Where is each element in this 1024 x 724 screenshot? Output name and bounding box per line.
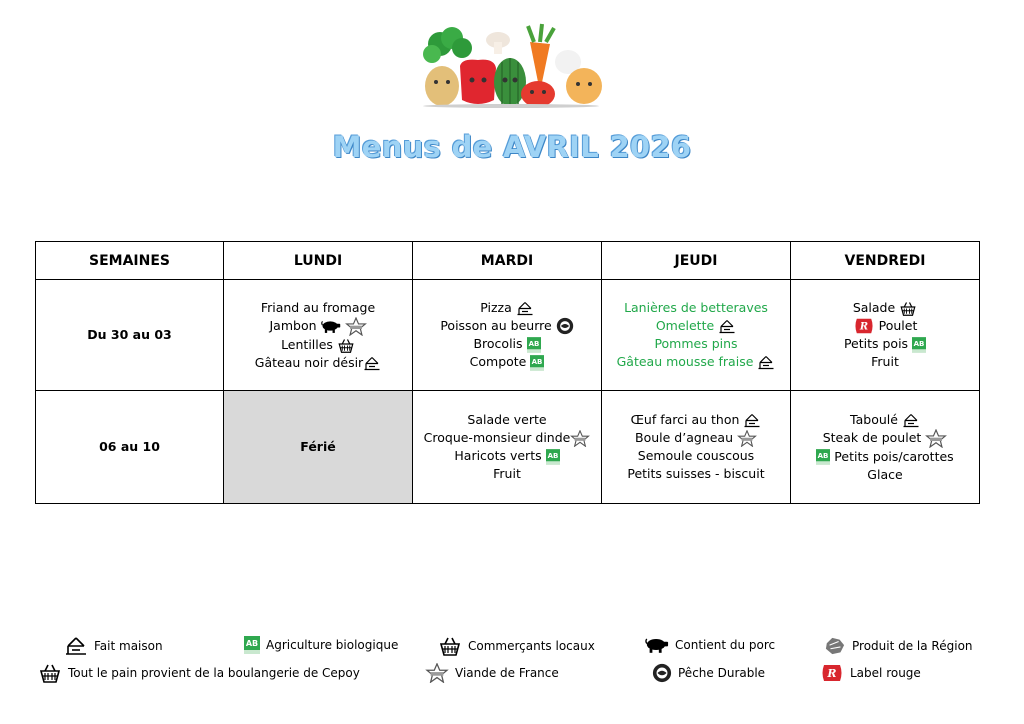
dish-item: Gâteau mousse fraise: [602, 353, 790, 371]
legend-item-fait-maison: [64, 636, 163, 656]
label-rouge-icon: [853, 317, 875, 335]
legend-label: Contient du porc: [675, 637, 776, 652]
header-semaines: SEMAINES: [36, 242, 224, 280]
dish-item: Poisson au beurre: [413, 317, 601, 336]
dish-item: Pommes pins: [654, 336, 738, 351]
dish-item: Fruit: [871, 354, 899, 370]
page-title: Menus de AVRIL 2026: [332, 130, 692, 164]
table-row: [36, 391, 980, 504]
ab-icon: [527, 337, 541, 353]
dish-item: Jambon: [224, 317, 412, 336]
fait-maison-icon: [64, 636, 88, 656]
viande-france-icon: [345, 317, 367, 336]
legend-item-pain: [38, 663, 360, 683]
day-cell-vendredi: [791, 280, 980, 391]
dish-item: Fruit: [493, 466, 521, 481]
dish-item: Lentilles: [224, 336, 412, 354]
dish-item: Omelette: [602, 317, 790, 335]
legend-item-commercants: [438, 636, 595, 656]
fait-maison-icon: [363, 356, 381, 371]
dish-item: Haricots verts: [413, 447, 601, 465]
dish-item: Taboulé: [791, 411, 979, 429]
dish-item: Croque-monsieur dinde: [413, 429, 601, 447]
dish-item: Boule d’agneau: [602, 429, 790, 447]
dish-item: Steak de poulet: [791, 429, 979, 448]
basket-icon: [899, 301, 917, 316]
menu-table: [35, 241, 980, 504]
dish-item: Gâteau noir désir: [224, 354, 412, 372]
day-cell-jeudi: [602, 280, 791, 391]
peche-durable-icon: [556, 317, 574, 335]
legend-item-region: [824, 636, 973, 656]
dish-item: Salade: [791, 299, 979, 317]
basket-icon: [38, 663, 62, 683]
header-vendredi: VENDREDI: [791, 242, 980, 280]
viande-france-icon: [570, 430, 590, 447]
dish-item: Petits pois/carottes: [791, 448, 979, 466]
legend: [0, 630, 1024, 700]
header-lundi: LUNDI: [224, 242, 413, 280]
dish-item: Salade verte: [467, 412, 547, 427]
basket-icon: [438, 636, 462, 656]
ab-icon: [912, 337, 926, 353]
legend-label: Tout le pain provient de la boulangerie de Cepoy: [68, 666, 360, 680]
ab-icon: [546, 449, 560, 465]
ab-icon: [816, 449, 830, 465]
region-icon: [824, 636, 846, 656]
viande-france-icon: [925, 429, 947, 448]
header-mardi: MARDI: [413, 242, 602, 280]
viande-france-icon: [425, 663, 449, 683]
fait-maison-icon: [516, 301, 534, 316]
dish-item: Pizza: [413, 299, 601, 317]
dish-item: Brocolis: [413, 335, 601, 353]
dish-item: Glace: [867, 466, 903, 482]
dish-item: Œuf farci au thon: [602, 411, 790, 429]
week-label: 06 au 10: [36, 391, 224, 504]
legend-label: Agriculture biologique: [266, 638, 399, 652]
ab-icon: [244, 636, 260, 654]
table-header-row: [36, 242, 980, 280]
day-cell-jeudi: [602, 391, 791, 504]
ferie-cell: Férié: [224, 391, 413, 504]
legend-item-porc: [645, 636, 775, 653]
legend-item-viande-france: [425, 663, 559, 683]
header-jeudi: JEUDI: [602, 242, 791, 280]
day-cell-mardi: [413, 280, 602, 391]
legend-label: Pêche Durable: [678, 666, 766, 680]
legend-item-label-rouge: [820, 663, 921, 683]
vegetables-illustration: [418, 22, 604, 108]
fait-maison-icon: [757, 355, 775, 370]
legend-label: Commerçants locaux: [468, 639, 595, 653]
label-rouge-icon: [820, 663, 844, 683]
dish-item: Petits suisses - biscuit: [627, 466, 765, 481]
viande-france-icon: [737, 430, 757, 447]
pig-icon: [645, 636, 669, 653]
dish-item: Compote: [413, 353, 601, 371]
fait-maison-icon: [902, 413, 920, 428]
legend-item-bio: [244, 636, 398, 654]
legend-item-peche: [652, 663, 765, 683]
legend-label: Viande de France: [455, 666, 559, 680]
day-cell-vendredi: [791, 391, 980, 504]
dish-item: Friand au fromage: [260, 299, 376, 315]
legend-label: Fait maison: [94, 639, 163, 653]
fait-maison-icon: [718, 319, 736, 334]
legend-label: Label rouge: [850, 666, 921, 680]
dish-item: Poulet: [791, 317, 979, 336]
pig-icon: [321, 319, 341, 333]
dish-item: Semoule couscous: [637, 448, 755, 463]
ab-icon: [530, 355, 544, 371]
dish-item: Lanières de betteraves: [624, 300, 768, 315]
legend-label: Produit de la Région: [852, 639, 973, 653]
basket-icon: [337, 338, 355, 353]
fait-maison-icon: [743, 413, 761, 428]
peche-durable-icon: [652, 663, 672, 683]
week-label: Du 30 au 03: [36, 280, 224, 391]
dish-item: Petits pois: [791, 335, 979, 353]
day-cell-mardi: [413, 391, 602, 504]
table-row: [36, 280, 980, 391]
day-cell-lundi: [224, 280, 413, 391]
